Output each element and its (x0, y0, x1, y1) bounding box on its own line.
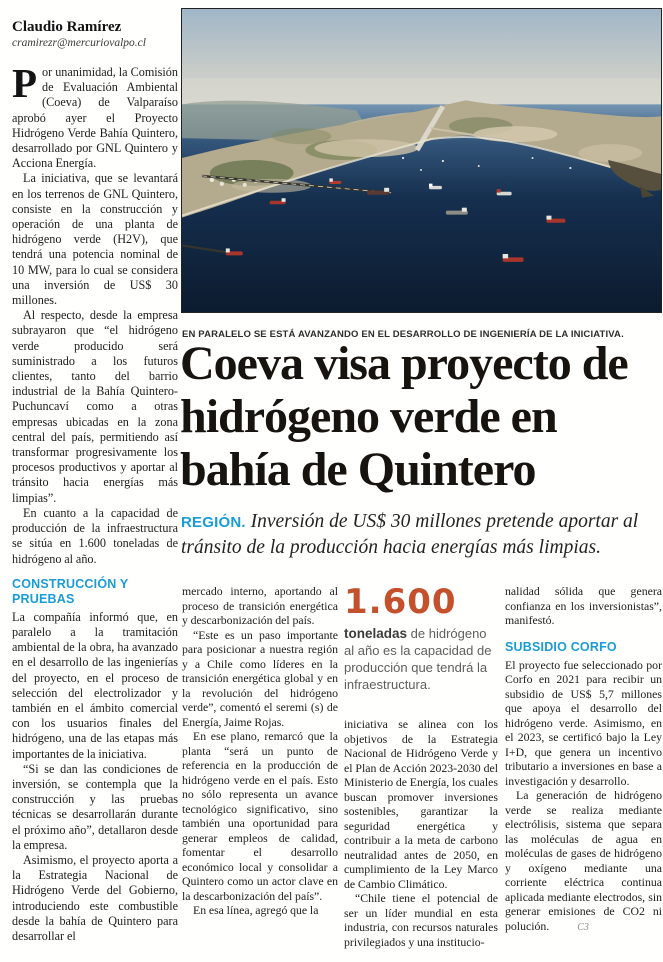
deck (181, 509, 661, 560)
body-paragraph (12, 60, 178, 171)
callout-description: de hidrógeno al año es la capacidad de producción que tendrá la infraestructura. (344, 626, 492, 692)
body-paragraph: iniciativa se alinea con los objetivos de la Estrategia Nacional de Hidrógeno Verde y el Plan de Acción 2023-2030 del Ministerio de Energía, los cuales buscan promover inversiones sostenibles, garantizar la seguridad energética y contribuir a la meta de carbono neutralidad antes de 2050, en cumplimiento de la Ley Marco de Cambio Climático. (344, 717, 498, 891)
body-paragraph: mercado interno, aportando al proceso de transición energética y descarbonización del país. (182, 584, 338, 627)
section-heading-subsidio: SUBSIDIO CORFO (505, 639, 617, 654)
callout-text (344, 625, 498, 693)
figure-callout (344, 584, 498, 693)
aerial-photo-illustration (182, 9, 661, 312)
callout-unit: toneladas (344, 626, 408, 641)
aerial-photo (181, 8, 662, 313)
left-column (12, 18, 178, 960)
deck-text: Inversión de US$ 30 millones pretende aportar al tránsito de la producción hacia energías más limpias. (181, 511, 639, 558)
headline: Coeva visa proyecto de hidrógeno verde en bahía de Quintero (180, 337, 628, 496)
body-paragraph: En esa línea, agregó que la (193, 903, 319, 917)
body-paragraph: En ese plano, remarcó que la planta “será un punto de referencia en la producción de hidrógeno verde en el país. Esto no sólo representa un avance tecnológico significativo, sino también una oportunidad para generar empleos de calidad, fomentar el desarrollo económico local y consolidar a Quintero como un actor clave en la descarbonización del país”. (182, 729, 338, 903)
paragraph-text: La generación de hidrógeno verde se realiza mediante electrólisis, sistema que separa las moléculas de agua en moléculas de gases de hidrógeno y oxígeno mediante una corriente eléctrica continua aplicada mediante electrodos, sin generar emisiones de CO2 ni polución. (505, 788, 662, 933)
body-paragraph: En cuanto a la capacidad de producción de la infraestructura se sitúa en 1.600 toneladas de hidrógeno al año. (12, 505, 178, 566)
body-paragraph: nalidad sólida que genera confianza en los inversionistas”, manifestó. (505, 584, 662, 627)
body-paragraph: “Este es un paso importante para posicionar a nuestra región y a Chile como líderes en la transición energética global y en la revolución del hidrógeno verde”, comentó el seremi (s) de Energía, Jaime Rojas. (182, 627, 338, 729)
body-paragraph (505, 788, 662, 935)
body-paragraph: “Si se dan las condiciones de inversión, se contempla que la construcción y las pruebas técnicas se desarrollarán durante el próximo año”, detallaron desde la empresa. (12, 761, 178, 852)
section-heading-construccion: CONSTRUCCIÓN Y PRUEBAS (12, 576, 129, 606)
byline-author: Claudio Ramírez (12, 19, 122, 35)
body-paragraph: La iniciativa, que se levantará en los terrenos de GNL Quintero, consiste en la construcción y operación de una planta de hidrógeno verde (H2V), que tendrá una potencia nominal de 10 MW, para lo cual se considera una inversión de US$ 30 millones. (12, 171, 178, 308)
byline-email: cramirezr@mercuriovalpo.cl (12, 37, 146, 49)
callout-number: 1.600 (344, 584, 457, 622)
kicker-region: REGIÓN. (181, 514, 246, 531)
body-paragraph: “Chile tiene el potencial de ser un líder mundial en esta industria, con recursos naturales privilegiados y una institucio- (344, 891, 498, 949)
paragraph-text: or unanimidad, la Comisión de Evaluación Ambiental (Coeva) de Valparaíso aprobó ayer el Proyecto Hidrógeno Verde Bahía Quintero, desarrollado por GNL Quintero y Acciona Energía. (12, 65, 178, 171)
body-paragraph: Al respecto, desde la empresa subrayaron que “el hidrógeno verde producido será suministrado a los futuros clientes, tanto del barrio industrial de la Bahía Quintero-Puchuncaví como a otras empresas ubicadas en la zona central del país, permitiendo así transformar progresivamente los procesos productivos y aportar al tránsito hacia energías más limpias”. (12, 308, 178, 505)
body-paragraph: El proyecto fue seleccionado por Corfo en 2021 para recibir un subsidio de US$ 5,7 millones que apoya el desarrollo del hidrógeno verde. Asimismo, en el 2023, se certificó bajo la Ley I+D, que genera un incentivo tributario a inversiones en base a investigación y desarrollo. (505, 657, 662, 788)
article-column-4 (505, 584, 662, 962)
photo-caption: EN PARALELO SE ESTÁ AVANZANDO EN EL DESARROLLO DE INGENIERÍA DE LA INICIATIVA. (182, 328, 624, 340)
body-paragraph: Asimismo, el proyecto aporta a la Estrategia Nacional de Hidrógeno Verde del Gobierno, introduciendo este combustible desde la bahía de Quintero para desarrollar el (12, 852, 178, 943)
article-column-2 (182, 584, 338, 962)
drop-cap: P (12, 60, 38, 106)
article-column-3 (344, 584, 498, 962)
body-paragraph: La compañía informó que, en paralelo a la tramitación ambiental de la obra, ha avanzado en el desarrollo de las ingenierías del proyecto, en el proceso de selección del electrolizador y también en el ámbito comercial con los usuarios finales del hidrógeno, una de las etapas más importantes de la iniciativa. (12, 609, 178, 761)
article-end-mark: C3 (577, 921, 589, 933)
